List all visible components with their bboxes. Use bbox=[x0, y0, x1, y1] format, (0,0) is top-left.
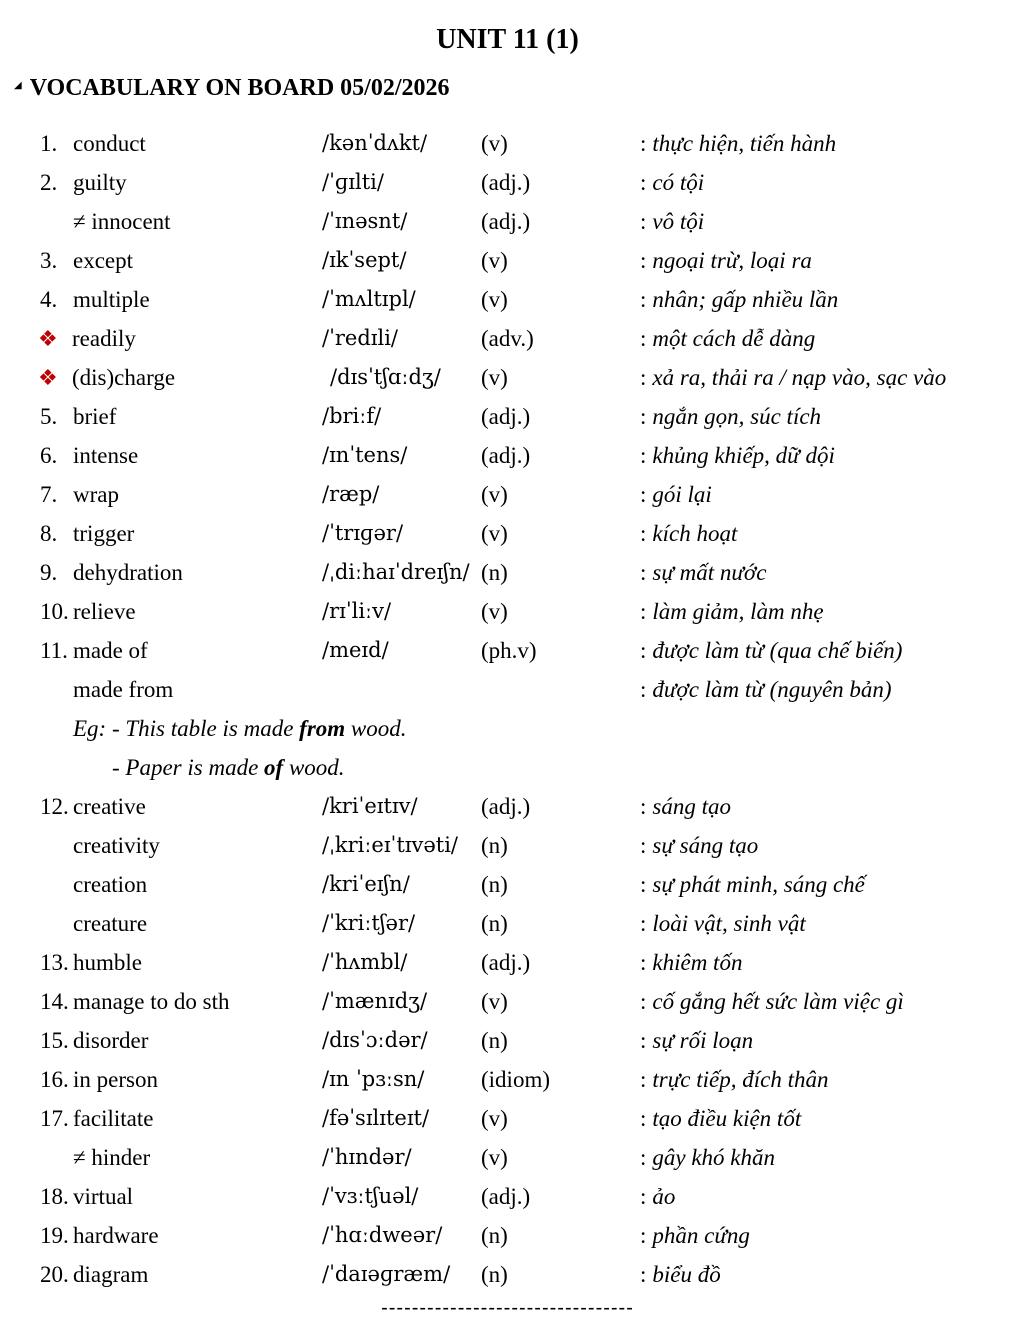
meaning-colon: : bbox=[640, 599, 647, 624]
vocab-meaning bbox=[640, 1099, 801, 1138]
vocab-ipa: /ˈhʌmbl/ bbox=[322, 950, 408, 974]
example-emphasis: from bbox=[299, 716, 346, 741]
item-number: 18. bbox=[40, 1184, 69, 1209]
vocab-word: conduct bbox=[73, 131, 146, 156]
vocab-meaning bbox=[640, 514, 737, 553]
vocab-ipa: /ˈdaɪəɡræm/ bbox=[322, 1262, 451, 1286]
vocab-part-of-speech: (v) bbox=[481, 1106, 508, 1131]
meaning-colon: : bbox=[640, 1223, 647, 1248]
vocab-ipa: /ˈredɪli/ bbox=[322, 326, 398, 350]
example-text-pre: Eg: - This table is made bbox=[73, 716, 300, 741]
vocab-ipa: /ˌkriːeɪˈtɪvəti/ bbox=[322, 833, 458, 857]
item-number: 3. bbox=[40, 248, 58, 273]
vocab-ipa: /ɪn ˈpɜːsn/ bbox=[322, 1067, 425, 1091]
vocab-word: guilty bbox=[73, 170, 127, 195]
item-number: 14. bbox=[40, 989, 69, 1014]
item-number: 5. bbox=[40, 404, 58, 429]
vocab-part-of-speech: (adj.) bbox=[481, 170, 531, 195]
vocab-word: facilitate bbox=[73, 1106, 154, 1131]
meaning-colon: : bbox=[640, 911, 647, 936]
item-number: 1. bbox=[40, 131, 58, 156]
meaning-colon: : bbox=[640, 248, 647, 273]
vocab-row bbox=[0, 1255, 1015, 1294]
item-number: 19. bbox=[40, 1223, 69, 1248]
vocab-meaning bbox=[640, 787, 731, 826]
section-heading-text: VOCABULARY ON BOARD 05/02/2026 bbox=[29, 75, 450, 101]
vocab-word: manage to do sth bbox=[73, 989, 230, 1014]
meaning-colon: : bbox=[640, 521, 647, 546]
vocab-row bbox=[0, 397, 1015, 436]
vocab-row bbox=[0, 163, 1015, 202]
vocab-row bbox=[0, 241, 1015, 280]
vocab-meaning bbox=[640, 904, 806, 943]
item-number: 8. bbox=[40, 521, 58, 546]
example-text bbox=[73, 709, 407, 748]
meaning-text: tạo điều kiện tốt bbox=[652, 1106, 802, 1131]
diamond-star-bullet-icon: ❖ bbox=[38, 326, 58, 351]
vocab-row bbox=[0, 553, 1015, 592]
item-number: 2. bbox=[40, 170, 58, 195]
meaning-text: sự rối loạn bbox=[652, 1028, 754, 1053]
vocab-meaning bbox=[640, 202, 704, 241]
item-number: 6. bbox=[40, 443, 58, 468]
meaning-colon: : bbox=[640, 443, 647, 468]
vocab-part-of-speech: (n) bbox=[481, 872, 508, 897]
vocab-row bbox=[0, 904, 1015, 943]
vocab-row bbox=[0, 865, 1015, 904]
vocab-ipa: /ɪnˈtens/ bbox=[322, 443, 408, 467]
diamond-star-bullet-icon: ❖ bbox=[38, 365, 58, 390]
vocab-word: multiple bbox=[73, 287, 150, 312]
vocab-word: brief bbox=[73, 404, 117, 429]
vocab-row bbox=[0, 943, 1015, 982]
meaning-colon: : bbox=[640, 287, 647, 312]
meaning-colon: : bbox=[640, 1106, 647, 1131]
vocab-row bbox=[0, 280, 1015, 319]
meaning-colon: : bbox=[640, 1028, 647, 1053]
meaning-text: sáng tạo bbox=[652, 794, 731, 819]
vocab-word: creativity bbox=[73, 833, 160, 858]
vocab-meaning bbox=[640, 631, 902, 670]
vocab-ipa: /ˌdiːhaɪˈdreɪʃn/ bbox=[322, 560, 470, 584]
vocab-row bbox=[0, 826, 1015, 865]
vocab-row bbox=[0, 982, 1015, 1021]
example-text-post: wood. bbox=[283, 755, 345, 780]
vocab-row bbox=[0, 319, 1015, 358]
vocab-ipa: /meɪd/ bbox=[322, 638, 389, 662]
meaning-text: nhân; gấp nhiều lần bbox=[652, 287, 839, 312]
vocab-ipa: /ˈtrɪɡər/ bbox=[322, 521, 404, 545]
vocab-row bbox=[0, 1099, 1015, 1138]
vocab-word: intense bbox=[73, 443, 139, 468]
meaning-colon: : bbox=[640, 404, 647, 429]
meaning-text: cố gắng hết sức làm việc gì bbox=[652, 989, 904, 1014]
vocab-ipa: /ɪkˈsept/ bbox=[322, 248, 407, 272]
vocab-meaning bbox=[640, 241, 812, 280]
vocab-meaning bbox=[640, 865, 865, 904]
item-number: 12. bbox=[40, 794, 69, 819]
vocab-word: creature bbox=[73, 911, 148, 936]
vocab-row bbox=[0, 631, 1015, 670]
vocab-meaning bbox=[640, 943, 742, 982]
meaning-colon: : bbox=[640, 1145, 647, 1170]
example-line bbox=[0, 709, 1015, 748]
vocab-word: dehydration bbox=[73, 560, 183, 585]
meaning-text: gói lại bbox=[652, 482, 712, 507]
vocab-part-of-speech: (adj.) bbox=[481, 209, 531, 234]
vocab-meaning bbox=[640, 1177, 675, 1216]
vocab-part-of-speech: (v) bbox=[481, 287, 508, 312]
vocab-row bbox=[0, 1138, 1015, 1177]
vocab-word: creative bbox=[73, 794, 146, 819]
meaning-text: ảo bbox=[652, 1184, 676, 1209]
vocab-ipa: /kriˈeɪtɪv/ bbox=[322, 794, 418, 818]
vocab-row bbox=[0, 475, 1015, 514]
vocab-part-of-speech: (n) bbox=[481, 560, 508, 585]
vocab-word: ≠ innocent bbox=[73, 209, 171, 234]
vocab-part-of-speech: (n) bbox=[481, 833, 508, 858]
meaning-text: khiêm tốn bbox=[652, 950, 743, 975]
meaning-colon: : bbox=[640, 989, 647, 1014]
item-number: 7. bbox=[40, 482, 58, 507]
meaning-colon: : bbox=[640, 560, 647, 585]
vocab-row bbox=[0, 787, 1015, 826]
vocab-word: wrap bbox=[73, 482, 119, 507]
meaning-colon: : bbox=[640, 833, 647, 858]
meaning-text: ngắn gọn, súc tích bbox=[652, 404, 822, 429]
vocab-ipa: /ˈkriːtʃər/ bbox=[322, 911, 416, 935]
vocab-ipa: /ˈhɪndər/ bbox=[322, 1145, 412, 1169]
vocab-word: except bbox=[73, 248, 134, 273]
meaning-colon: : bbox=[640, 1067, 647, 1092]
page-title: UNIT 11 (1) bbox=[436, 24, 579, 55]
vocab-ipa: /fəˈsɪlɪteɪt/ bbox=[322, 1106, 430, 1130]
meaning-text: được làm từ (nguyên bản) bbox=[652, 677, 892, 702]
vocab-word: made of bbox=[73, 638, 148, 663]
vocab-part-of-speech: (v) bbox=[481, 248, 508, 273]
vocab-ipa: /ˈɪnəsnt/ bbox=[322, 209, 408, 233]
vocab-word: relieve bbox=[73, 599, 136, 624]
vocab-ipa: /ˈvɜːtʃuəl/ bbox=[322, 1184, 419, 1208]
vocab-word: readily bbox=[72, 326, 136, 351]
meaning-colon: : bbox=[640, 950, 647, 975]
vocab-word: hardware bbox=[73, 1223, 159, 1248]
vocab-meaning bbox=[640, 1138, 775, 1177]
vocab-word: ≠ hinder bbox=[73, 1145, 151, 1170]
vocab-row bbox=[0, 1216, 1015, 1255]
vocab-part-of-speech: (adj.) bbox=[481, 950, 531, 975]
vocab-meaning bbox=[640, 1021, 753, 1060]
vocab-row bbox=[0, 592, 1015, 631]
meaning-text: sự phát minh, sáng chế bbox=[652, 872, 865, 897]
vocab-meaning bbox=[640, 670, 892, 709]
vocab-part-of-speech: (v) bbox=[481, 131, 508, 156]
meaning-text: sự mất nước bbox=[652, 560, 767, 585]
section-heading bbox=[14, 72, 450, 105]
vocab-word: humble bbox=[73, 950, 142, 975]
meaning-colon: : bbox=[640, 482, 647, 507]
meaning-text: kích hoạt bbox=[652, 521, 738, 546]
vocab-meaning bbox=[640, 319, 815, 358]
vocab-meaning bbox=[640, 163, 704, 202]
item-number: 16. bbox=[40, 1067, 69, 1092]
vocab-word: creation bbox=[73, 872, 148, 897]
vocab-meaning bbox=[640, 592, 824, 631]
vocab-ipa: /ˈhɑːdweər/ bbox=[322, 1223, 443, 1247]
meaning-colon: : bbox=[640, 326, 647, 351]
meaning-colon: : bbox=[640, 131, 647, 156]
vocab-row bbox=[0, 1021, 1015, 1060]
meaning-text: một cách dễ dàng bbox=[652, 326, 816, 351]
meaning-text: thực hiện, tiến hành bbox=[652, 131, 837, 156]
vocab-meaning bbox=[640, 475, 712, 514]
vocab-part-of-speech: (ph.v) bbox=[481, 638, 537, 663]
item-number: 20. bbox=[40, 1262, 69, 1287]
vocab-meaning bbox=[640, 553, 766, 592]
vocab-meaning bbox=[640, 1060, 828, 1099]
meaning-text: làm giảm, làm nhẹ bbox=[652, 599, 824, 624]
meaning-text: sự sáng tạo bbox=[652, 833, 759, 858]
vocab-row bbox=[0, 514, 1015, 553]
vocab-word: trigger bbox=[73, 521, 135, 546]
triangle-bullet-icon: ◢ bbox=[14, 80, 22, 92]
vocab-part-of-speech: (adj.) bbox=[481, 443, 531, 468]
item-number: 13. bbox=[40, 950, 69, 975]
meaning-text: vô tội bbox=[652, 209, 705, 234]
meaning-text: ngoại trừ, loại ra bbox=[652, 248, 812, 273]
vocab-meaning bbox=[640, 1216, 750, 1255]
vocab-ipa: /kriˈeɪʃn/ bbox=[322, 872, 410, 896]
meaning-colon: : bbox=[640, 209, 647, 234]
example-text-post: wood. bbox=[345, 716, 407, 741]
item-number: 4. bbox=[40, 287, 58, 312]
meaning-colon: : bbox=[640, 638, 647, 663]
vocab-part-of-speech: (n) bbox=[481, 1262, 508, 1287]
vocab-meaning bbox=[640, 358, 946, 397]
vocab-ipa: /ˈmænɪdʒ/ bbox=[322, 989, 428, 1013]
vocab-meaning bbox=[640, 1255, 721, 1294]
meaning-text: trực tiếp, đích thân bbox=[652, 1067, 829, 1092]
vocab-meaning bbox=[640, 397, 821, 436]
vocab-row bbox=[0, 670, 1015, 709]
vocab-part-of-speech: (v) bbox=[481, 599, 508, 624]
vocab-row bbox=[0, 124, 1015, 163]
meaning-colon: : bbox=[640, 872, 647, 897]
item-number: 17. bbox=[40, 1106, 69, 1131]
vocab-part-of-speech: (adj.) bbox=[481, 404, 531, 429]
vocab-word: in person bbox=[73, 1067, 158, 1092]
vocab-ipa: /ˈɡɪlti/ bbox=[322, 170, 384, 194]
vocab-ipa: /dɪsˈɔːdər/ bbox=[322, 1028, 428, 1052]
meaning-text: khủng khiếp, dữ dội bbox=[652, 443, 835, 468]
meaning-colon: : bbox=[640, 794, 647, 819]
meaning-text: gây khó khăn bbox=[652, 1145, 776, 1170]
meaning-text: được làm từ (qua chế biến) bbox=[652, 638, 903, 663]
item-number: 15. bbox=[40, 1028, 69, 1053]
vocab-meaning bbox=[640, 982, 904, 1021]
vocab-part-of-speech: (v) bbox=[481, 482, 508, 507]
vocab-meaning bbox=[640, 436, 835, 475]
meaning-text: phần cứng bbox=[652, 1223, 750, 1248]
vocab-row bbox=[0, 358, 1015, 397]
meaning-colon: : bbox=[640, 365, 647, 390]
vocab-row bbox=[0, 436, 1015, 475]
vocab-ipa: /dɪsˈtʃɑːdʒ/ bbox=[330, 365, 441, 389]
vocab-part-of-speech: (v) bbox=[481, 521, 508, 546]
vocab-part-of-speech: (adv.) bbox=[481, 326, 534, 351]
vocab-part-of-speech: (n) bbox=[481, 1223, 508, 1248]
vocab-ipa: /kənˈdʌkt/ bbox=[322, 131, 428, 155]
item-number: 9. bbox=[40, 560, 58, 585]
vocab-part-of-speech: (idiom) bbox=[481, 1067, 550, 1092]
example-line bbox=[0, 748, 1015, 787]
vocab-ipa: /briːf/ bbox=[322, 404, 382, 428]
vocab-word: diagram bbox=[73, 1262, 149, 1287]
vocab-row bbox=[0, 1060, 1015, 1099]
vocab-part-of-speech: (v) bbox=[481, 365, 508, 390]
vocab-ipa: /rɪˈliːv/ bbox=[322, 599, 392, 623]
vocab-meaning bbox=[640, 826, 758, 865]
meaning-colon: : bbox=[640, 1262, 647, 1287]
vocab-ipa: /ˈmʌltɪpl/ bbox=[322, 287, 416, 311]
item-number: 10. bbox=[40, 599, 69, 624]
vocabulary-list bbox=[0, 124, 1015, 1294]
vocab-part-of-speech: (v) bbox=[481, 989, 508, 1014]
example-emphasis: of bbox=[264, 755, 284, 780]
example-text-pre: - Paper is made bbox=[112, 755, 265, 780]
end-divider: --------------------------------- bbox=[381, 1297, 634, 1319]
meaning-text: biểu đồ bbox=[652, 1262, 721, 1287]
item-number: 11. bbox=[40, 638, 68, 663]
vocab-part-of-speech: (v) bbox=[481, 1145, 508, 1170]
vocab-part-of-speech: (adj.) bbox=[481, 794, 531, 819]
vocab-row bbox=[0, 202, 1015, 241]
vocab-part-of-speech: (n) bbox=[481, 911, 508, 936]
meaning-colon: : bbox=[640, 677, 647, 702]
vocab-word: disorder bbox=[73, 1028, 149, 1053]
meaning-text: loài vật, sinh vật bbox=[652, 911, 806, 936]
vocab-ipa: /ræp/ bbox=[322, 482, 380, 506]
vocab-part-of-speech: (adj.) bbox=[481, 1184, 531, 1209]
example-text bbox=[112, 748, 345, 787]
vocab-word: (dis)charge bbox=[72, 365, 176, 390]
vocab-part-of-speech: (n) bbox=[481, 1028, 508, 1053]
meaning-text: xả ra, thải ra / nạp vào, sạc vào bbox=[652, 365, 947, 390]
meaning-text: có tội bbox=[652, 170, 705, 195]
meaning-colon: : bbox=[640, 170, 647, 195]
vocab-meaning bbox=[640, 280, 838, 319]
vocab-word: virtual bbox=[73, 1184, 134, 1209]
vocab-row bbox=[0, 1177, 1015, 1216]
vocab-meaning bbox=[640, 124, 836, 163]
vocab-word: made from bbox=[73, 677, 174, 702]
meaning-colon: : bbox=[640, 1184, 647, 1209]
